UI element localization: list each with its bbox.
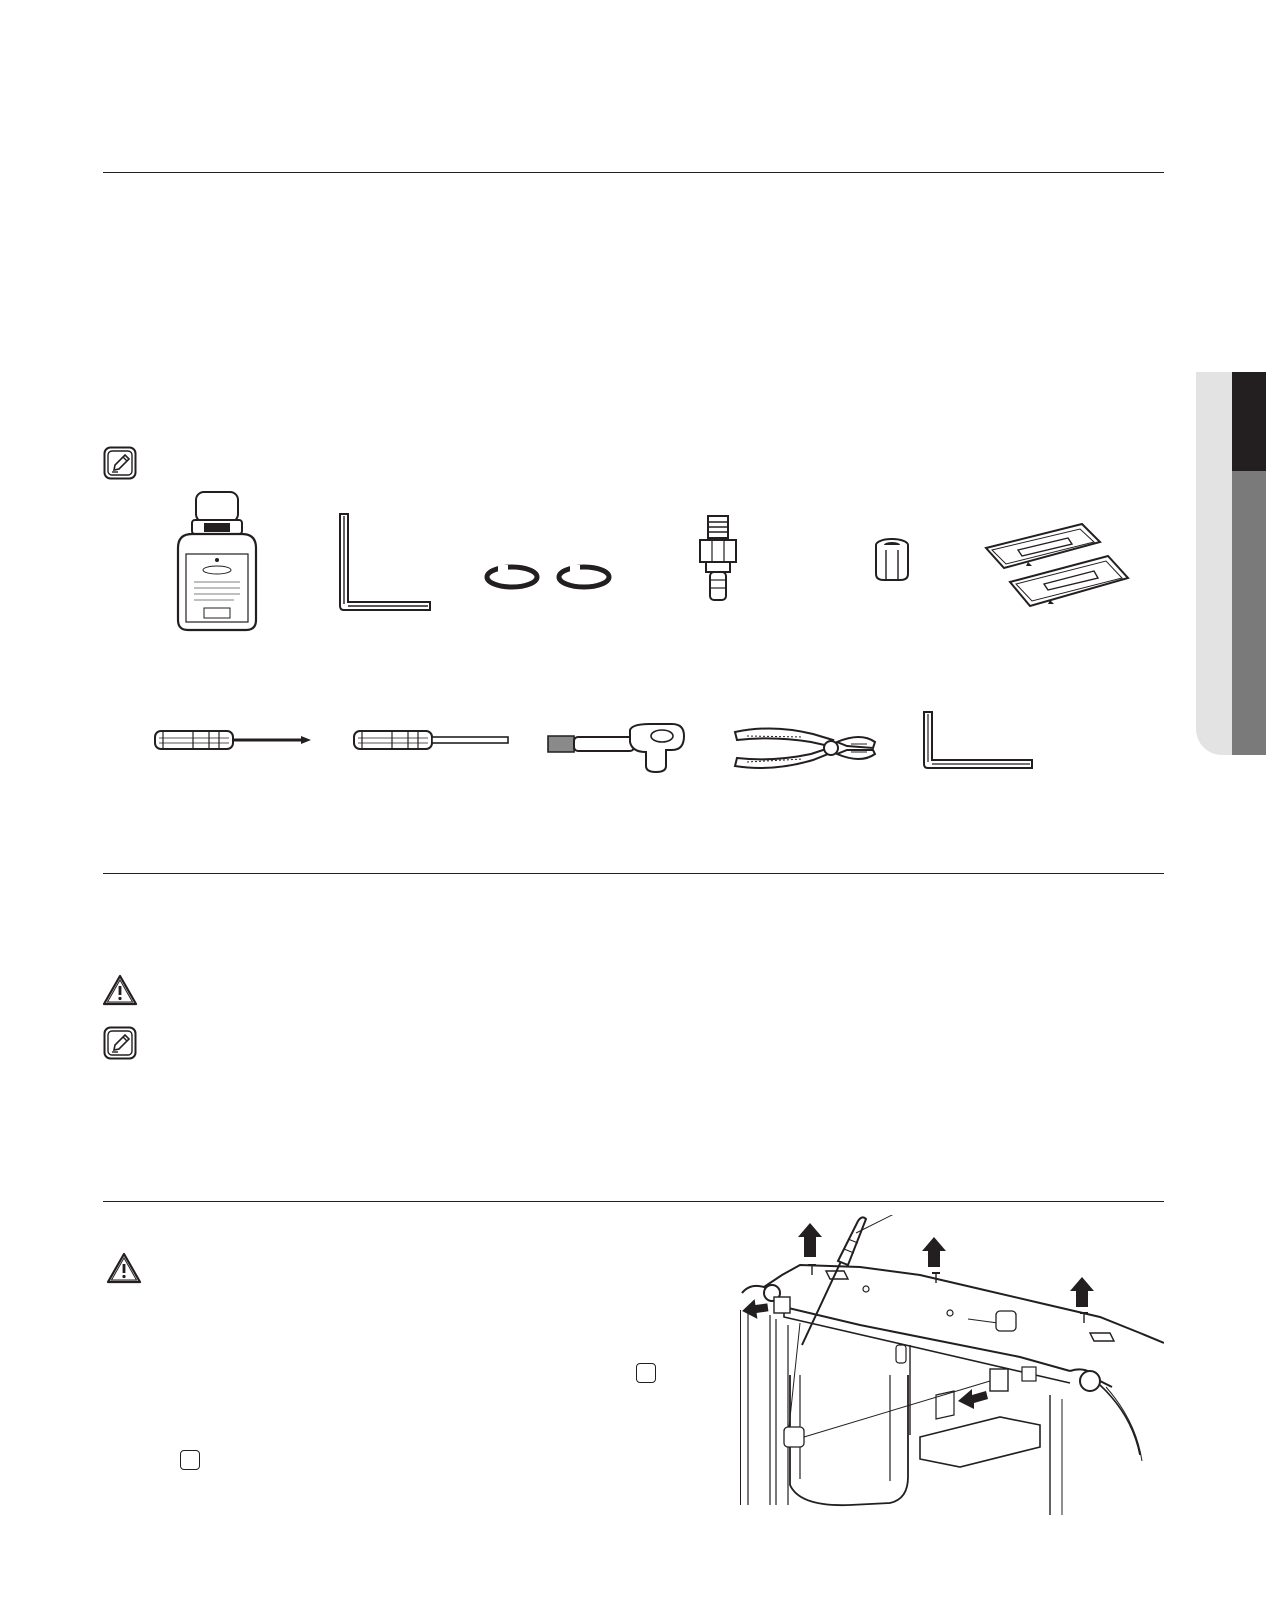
flat-screwdriver-icon <box>352 726 514 754</box>
caution-triangle-icon <box>106 1252 142 1284</box>
e-ring-icon <box>484 562 616 592</box>
section-rule-top <box>103 172 1164 173</box>
section-rule-bottom <box>103 1201 1164 1202</box>
nut-icon <box>872 536 912 584</box>
side-tab-light <box>1196 372 1232 755</box>
callout-box-2 <box>180 1450 200 1470</box>
side-tab-active <box>1232 372 1266 471</box>
top-hinge-removal-diagram <box>740 1215 1164 1515</box>
caution-triangle-icon <box>102 974 138 1006</box>
allen-wrench-icon <box>334 510 434 614</box>
note-pencil-icon <box>103 1026 137 1060</box>
callout-box-1 <box>636 1363 656 1383</box>
side-tab-inactive <box>1232 471 1266 755</box>
socket-wrench-icon <box>546 722 686 774</box>
allen-wrench-icon <box>920 710 1036 772</box>
fitting-icon <box>694 514 742 608</box>
water-filter-icon <box>168 490 266 634</box>
cover-plate-icon <box>982 520 1132 628</box>
phillips-screwdriver-icon <box>153 726 315 754</box>
section-rule-middle <box>103 873 1164 874</box>
note-pencil-icon <box>103 446 137 480</box>
pliers-icon <box>733 722 879 774</box>
